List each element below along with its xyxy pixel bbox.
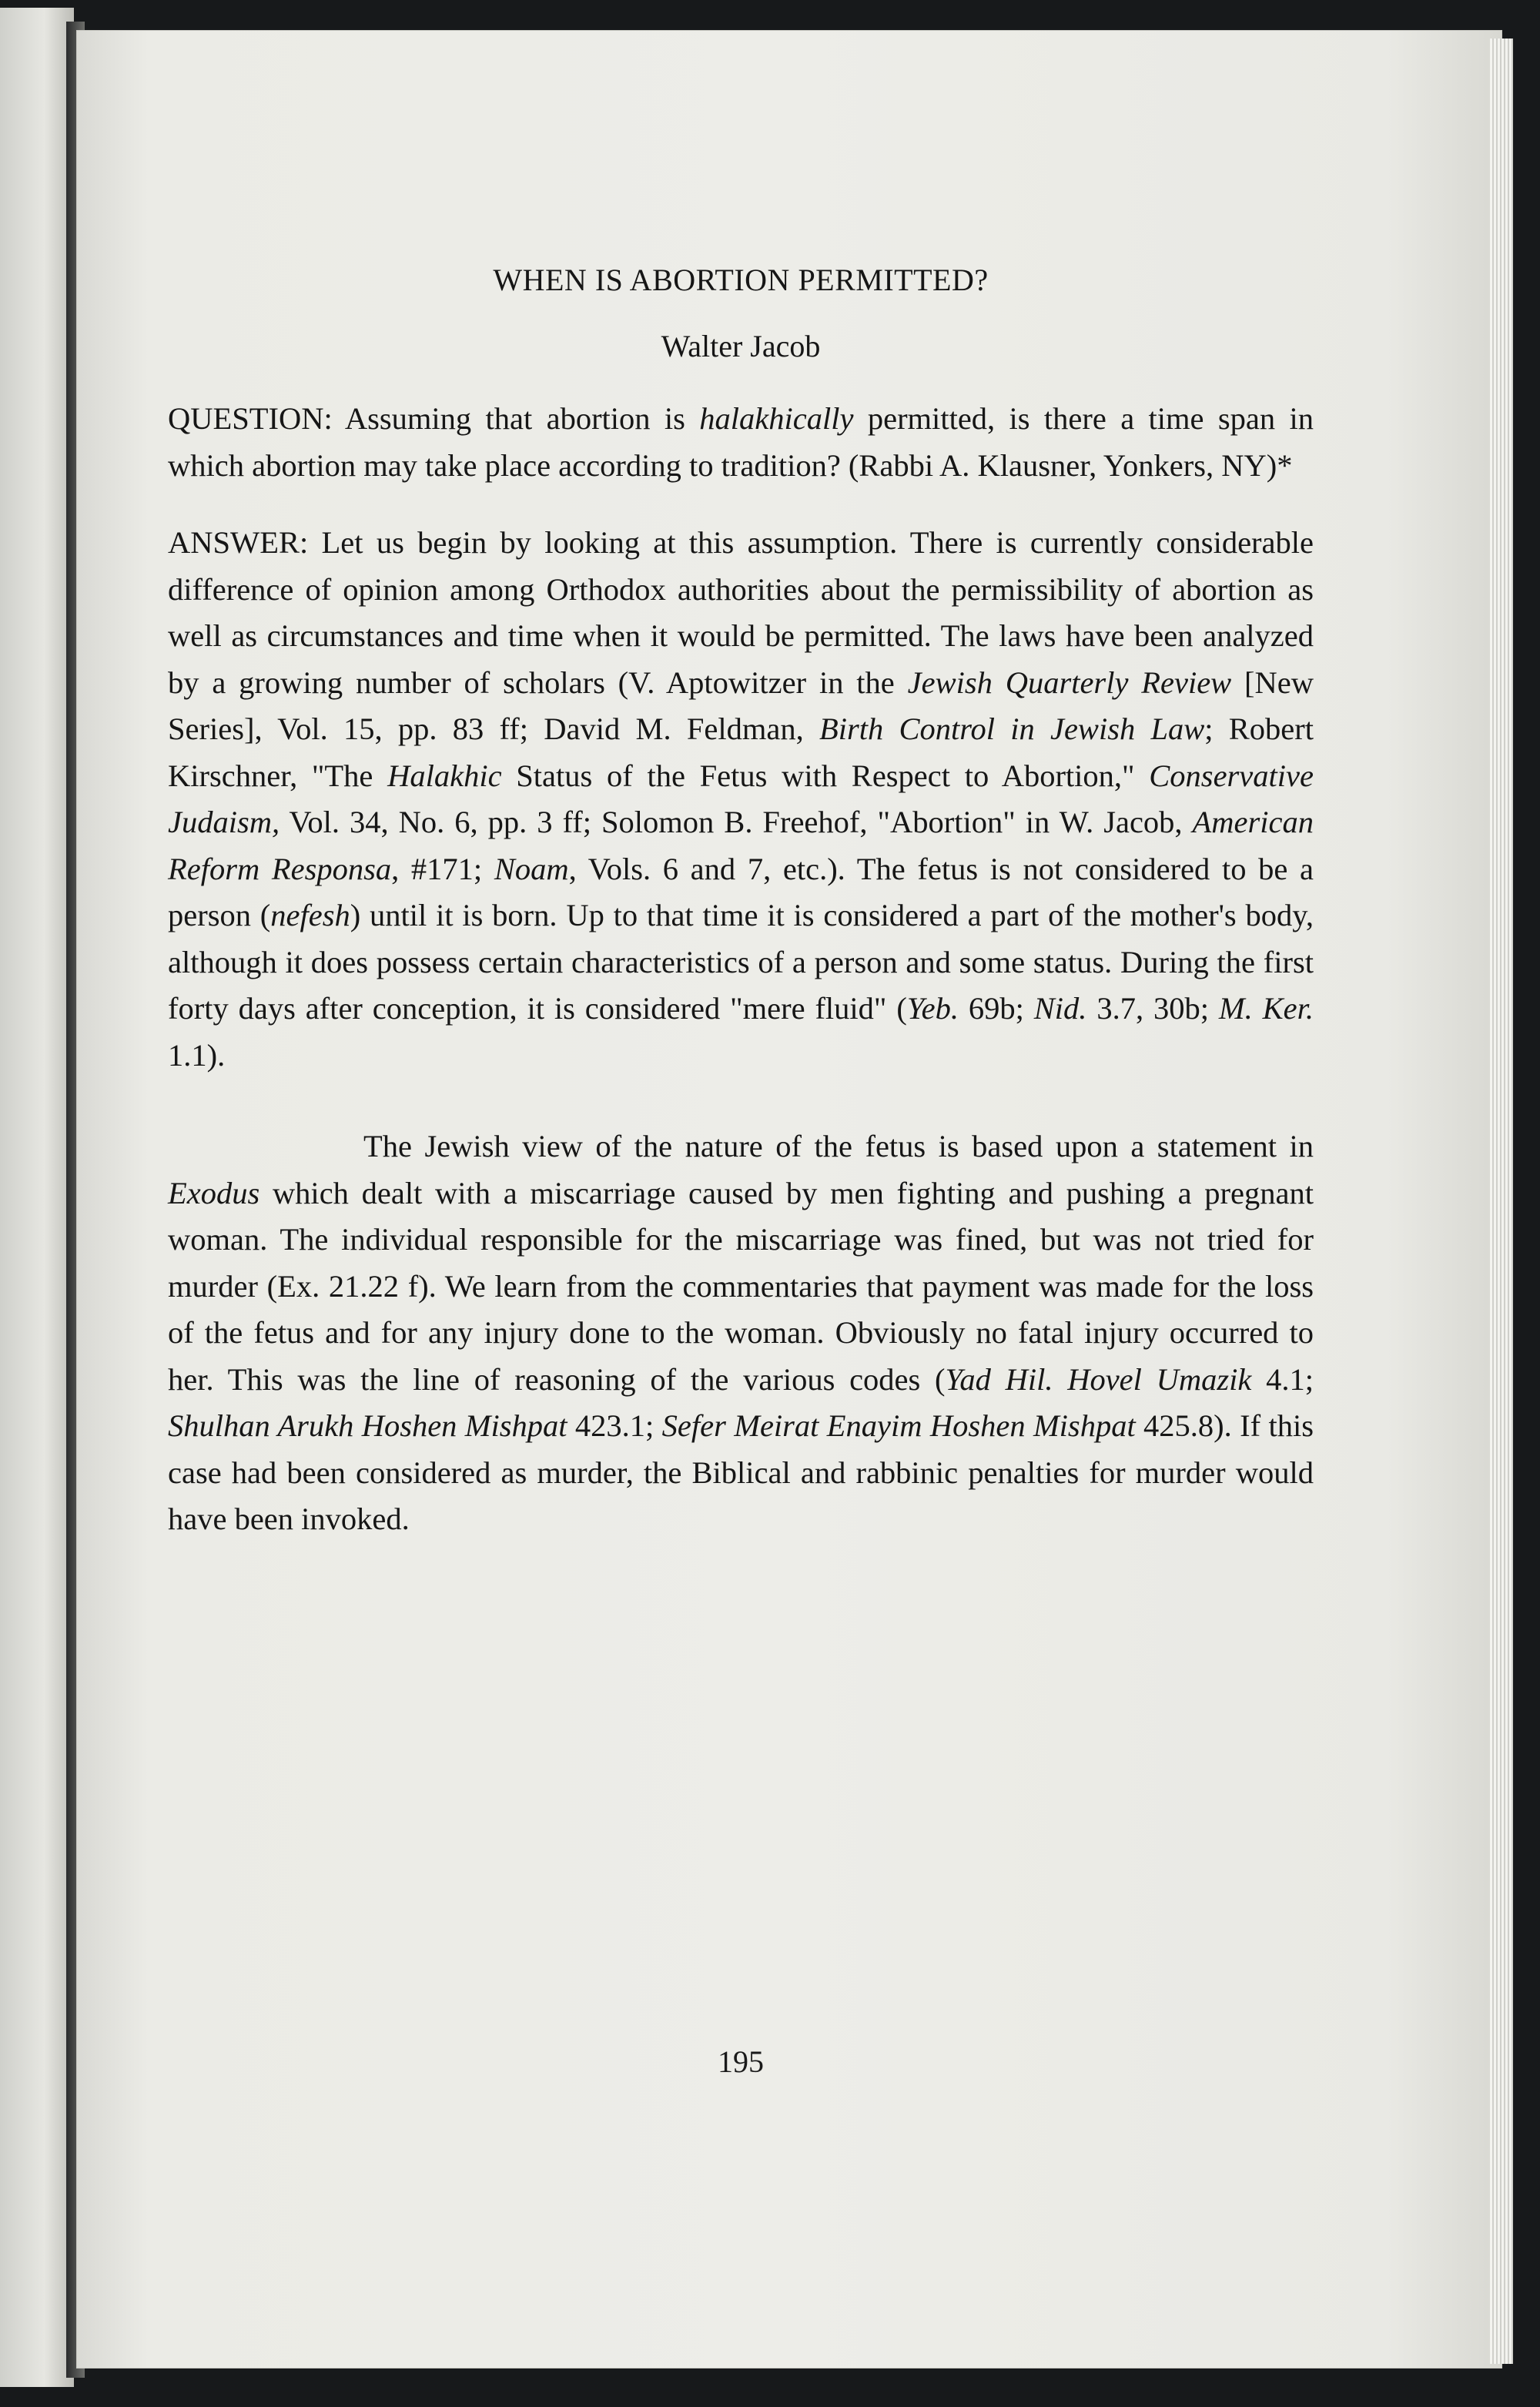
previous-page-edge [0,8,74,2387]
answer-paragraph: ANSWER: Let us begin by looking at this assumption. There is currently considerable difference of opinion among Orthodox authorities about the permissibility of abortion as well as circumstances and time when it would be permitted. The laws have been analyzed by a growing number of scholars (V. Aptowitzer in the Jewish Quarterly Review [New Series], Vol. 15, pp. 83 ff; David M. Feldman, Birth Control in Jewish Law; Robert Kirschner, "The Halakhic Status of the Fetus with Respect to Abortion," Conservative Judaism, Vol. 34, No. 6, pp. 3 ff; Solomon B. Freehof, "Abortion" in W. Jacob, American Reform Responsa, #171; Noam, Vols. 6 and 7, etc.). The fetus is not considered to be a person (nefesh) until it is born. Up to that time it is considered a part of the mother's body, although it does possess certain characteristics of a person and some status. During the first forty days after conception, it is considered "mere fluid" (Yeb. 69b; Nid. 3.7, 30b; M. Ker. 1.1). [168,525,1314,1073]
page-stack-edge [1490,38,1513,2364]
article-author: Walter Jacob [661,329,821,363]
question-paragraph: QUESTION: Assuming that abortion is halakhically permitted, is there a time span in which abortion may take place according to tradition? (Rabbi A. Klausner, Yonkers, NY)* [168,401,1314,483]
answer-label: ANSWER: [168,525,309,560]
article-title: WHEN IS ABORTION PERMITTED? [493,263,989,297]
page-text-block [168,262,1314,1543]
body-paragraph-exodus: The Jewish view of the nature of the fetus is based upon a statement in Exodus which dealt with a miscarriage caused by men fighting and pushing a pregnant woman. The individual responsible for the miscarriage was fined, but was not tried for murder (Ex. 21.22 f). We learn from the commentaries that payment was made for the loss of the fetus and for any injury done to the woman. Obviously no fatal injury occurred to her. This was the line of reasoning of the various codes (Yad Hil. Hovel Umazik 4.1; Shulhan Arukh Hoshen Mishpat 423.1; Sefer Meirat Enayim Hoshen Mishpat 425.8). If this case had been considered as murder, the Biblical and rabbinic penalties for murder would have been invoked. [168,1129,1314,1536]
page-number: 195 [718,2044,764,2079]
question-label: QUESTION: [168,401,333,436]
